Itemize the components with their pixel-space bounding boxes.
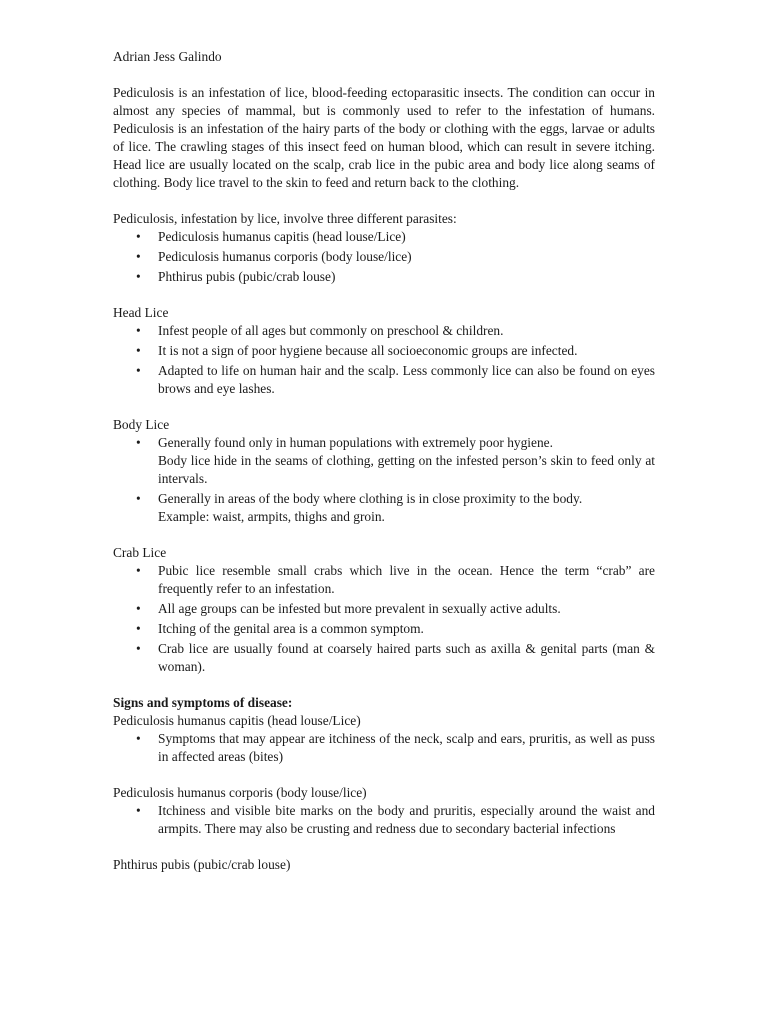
bullet-icon: • [136,641,141,656]
bullet-icon: • [136,229,141,244]
body-lice-heading: Body Lice [113,417,170,432]
list-item: • Phthirus pubis (pubic/crab louse) [136,269,336,284]
list-item: • Itching of the genital area is a common symptom. [136,621,424,636]
list-item: • Pediculosis humanus capitis (head louse/Lice) [136,229,406,244]
bullet-icon: • [136,621,141,636]
list-item: • Generally found only in human populations with extremely poor hygiene. Body lice hide in the seams of clothing, getting on the infested person’s skin to feed only at intervals. [136,435,655,486]
list-item: • Crab lice are usually found at coarsely haired parts such as axilla & genital parts (man & woman). [136,641,655,674]
corporis-subheading: Pediculosis humanus corporis (body louse/lice) [113,785,367,800]
parasites-heading: Pediculosis, infestation by lice, involve three different parasites: [113,211,457,226]
bullet-icon: • [136,491,141,506]
crab-lice-heading: Crab Lice [113,545,167,560]
body-lice-list [113,434,655,526]
bullet-icon: • [136,343,141,358]
list-item: • Adapted to life on human hair and the scalp. Less commonly lice can also be found on eyes brows and eye lashes. [136,363,655,396]
bullet-icon: • [136,563,141,578]
bullet-icon: • [136,601,141,616]
list-item: • All age groups can be infested but more prevalent in sexually active adults. [136,601,561,616]
capitis-subheading: Pediculosis humanus capitis (head louse/Lice) [113,713,361,728]
bullet-icon: • [136,363,141,378]
list-item: • Symptoms that may appear are itchiness of the neck, scalp and ears, pruritis, as well as puss in affected areas (bites) [136,731,655,764]
list-item: • It is not a sign of poor hygiene because all socioeconomic groups are infected. [136,343,578,358]
bullet-icon: • [136,803,141,818]
bullet-icon: • [136,435,141,450]
list-item: • Itchiness and visible bite marks on the body and pruritis, especially around the waist and armpits. There may also be crusting and redness due to secondary bacterial infections [136,803,655,836]
intro-paragraph: Pediculosis is an infestation of lice, blood-feeding ectoparasitic insects. The condition can occur in almost any species of mammal, but is commonly used to refer to the infestation of humans. Pediculosis is an infestation of the hairy parts of the body or clothing with the eggs, larvae or adults of lice. The crawling stages of this insect feed on human blood, which can result in severe itching. Head lice are usually located on the scalp, crab lice in the pubic area and body lice along seams of clothing. Body lice travel to the skin to feed and return back to the clothing. [113,85,655,190]
author-name: Adrian Jess Galindo [113,49,222,64]
document-body [113,48,655,874]
capitis-list [113,730,655,766]
head-lice-list [113,322,655,398]
list-item: • Infest people of all ages but commonly on preschool & children. [136,323,504,338]
pubis-subheading: Phthirus pubis (pubic/crab louse) [113,857,291,872]
list-item: • Pediculosis humanus corporis (body louse/lice) [136,249,412,264]
bullet-icon: • [136,249,141,264]
head-lice-heading: Head Lice [113,305,169,320]
list-item: • Pubic lice resemble small crabs which live in the ocean. Hence the term “crab” are frequently refer to an infestation. [136,563,655,596]
bullet-icon: • [136,323,141,338]
parasites-list [113,228,655,286]
signs-heading: Signs and symptoms of disease: [113,695,293,710]
bullet-icon: • [136,731,141,746]
crab-lice-list [113,562,655,676]
list-item: • Generally in areas of the body where clothing is in close proximity to the body. Example: waist, armpits, thighs and groin. [136,491,583,524]
corporis-list [113,802,655,838]
bullet-icon: • [136,269,141,284]
